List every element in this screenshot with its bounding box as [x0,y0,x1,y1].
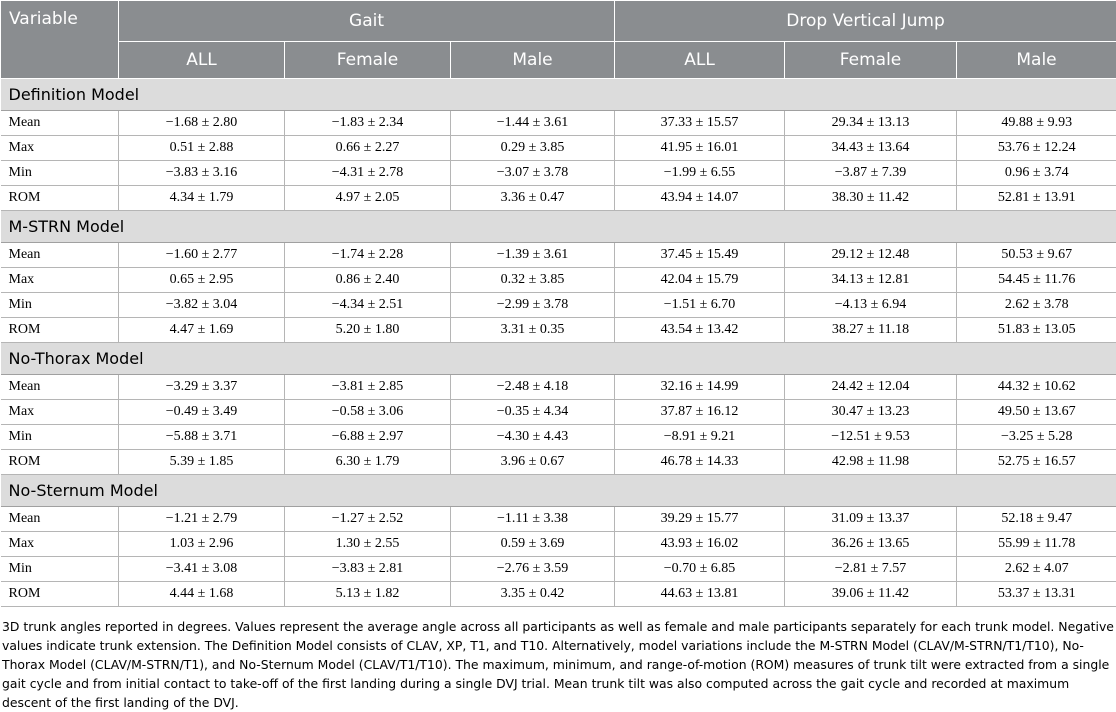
table-cell: 4.44 ± 1.68 [119,582,285,607]
table-cell: 1.30 ± 2.55 [285,532,451,557]
table-cell: 53.76 ± 12.24 [957,136,1116,161]
table-cell: −3.81 ± 2.85 [285,375,451,400]
header-row-subgroups [1,42,1116,79]
table-cell: 49.50 ± 13.67 [957,400,1116,425]
table-cell: −2.48 ± 4.18 [451,375,615,400]
section-row [1,79,1116,111]
row-label: Mean [1,507,119,532]
row-label: Max [1,532,119,557]
header-row-groups [1,1,1116,42]
row-label: Min [1,161,119,186]
table-cell: 3.35 ± 0.42 [451,582,615,607]
table-cell: 29.12 ± 12.48 [785,243,957,268]
table-cell: 1.03 ± 2.96 [119,532,285,557]
table-cell: 41.95 ± 16.01 [615,136,785,161]
table-cell: −5.88 ± 3.71 [119,425,285,450]
table-cell: 44.63 ± 13.81 [615,582,785,607]
table-cell: 43.94 ± 14.07 [615,186,785,211]
table-row [1,400,1116,425]
table-cell: 0.29 ± 3.85 [451,136,615,161]
row-label: Min [1,293,119,318]
table-cell: −1.51 ± 6.70 [615,293,785,318]
table-row [1,425,1116,450]
table-cell: 39.06 ± 11.42 [785,582,957,607]
table-cell: −0.49 ± 3.49 [119,400,285,425]
table-cell: 52.75 ± 16.57 [957,450,1116,475]
table-cell: 4.47 ± 1.69 [119,318,285,343]
row-label: ROM [1,450,119,475]
table-cell: 0.66 ± 2.27 [285,136,451,161]
table-cell: −1.39 ± 3.61 [451,243,615,268]
table-cell: −12.51 ± 9.53 [785,425,957,450]
table-cell: 37.33 ± 15.57 [615,111,785,136]
row-label: Max [1,136,119,161]
table-cell: 32.16 ± 14.99 [615,375,785,400]
table-cell: −3.83 ± 2.81 [285,557,451,582]
dvj-header: Drop Vertical Jump [615,1,1116,42]
dvj-all-header: ALL [615,42,785,79]
table-cell: 24.42 ± 12.04 [785,375,957,400]
section-title: M-STRN Model [1,211,1116,243]
table-cell: 0.96 ± 3.74 [957,161,1116,186]
table-cell: 3.96 ± 0.67 [451,450,615,475]
table-cell: 0.59 ± 3.69 [451,532,615,557]
table-cell: 53.37 ± 13.31 [957,582,1116,607]
table-row [1,532,1116,557]
table-cell: −2.81 ± 7.57 [785,557,957,582]
table-cell: 50.53 ± 9.67 [957,243,1116,268]
gait-all-header: ALL [119,42,285,79]
table-cell: −1.21 ± 2.79 [119,507,285,532]
table-row [1,375,1116,400]
row-label: Min [1,425,119,450]
table-cell: 34.43 ± 13.64 [785,136,957,161]
table-row [1,582,1116,607]
table-cell: 52.18 ± 9.47 [957,507,1116,532]
table-cell: −1.60 ± 2.77 [119,243,285,268]
table-cell: 46.78 ± 14.33 [615,450,785,475]
table-cell: 36.26 ± 13.65 [785,532,957,557]
section-title: Definition Model [1,79,1116,111]
table-cell: −4.34 ± 2.51 [285,293,451,318]
table-cell: −0.58 ± 3.06 [285,400,451,425]
table-cell: −1.27 ± 2.52 [285,507,451,532]
gait-header: Gait [119,1,615,42]
table-footnote: 3D trunk angles reported in degrees. Values represent the average angle across all participants as well as female and male participants separately for each trunk model. Negative values indicate trunk extension. The Definition Model consists of CLAV, XP, T1, and T10. Alternatively, model variations include the M-STRN Model (CLAV/M-STRN/T1/T10), No-Thorax Model (CLAV/M-STRN/T1), and No-Sternum Model (CLAV/T1/T10). The maximum, minimum, and range-of-motion (ROM) measures of trunk tilt were extracted from a single gait cycle and from initial contact to take-off of the first landing during a single DVJ trial. Mean trunk tilt was also computed across the gait cycle and recorded at maximum descent of the first landing of the DVJ. [0,607,1116,712]
section-row [1,475,1116,507]
table-cell: −4.31 ± 2.78 [285,161,451,186]
table-cell: 6.30 ± 1.79 [285,450,451,475]
table-row [1,111,1116,136]
section-title: No-Sternum Model [1,475,1116,507]
table-row [1,186,1116,211]
table-cell: 42.98 ± 11.98 [785,450,957,475]
table-cell: −3.41 ± 3.08 [119,557,285,582]
row-label: ROM [1,582,119,607]
table-cell: 0.65 ± 2.95 [119,268,285,293]
table-row [1,161,1116,186]
section-title: No-Thorax Model [1,343,1116,375]
table-cell: 29.34 ± 13.13 [785,111,957,136]
table-cell: 38.27 ± 11.18 [785,318,957,343]
table-row [1,450,1116,475]
dvj-male-header: Male [957,42,1116,79]
row-label: Mean [1,243,119,268]
table-cell: 30.47 ± 13.23 [785,400,957,425]
row-label: ROM [1,186,119,211]
table-cell: −3.83 ± 3.16 [119,161,285,186]
variable-header: Variable [1,1,119,79]
table-cell: 5.13 ± 1.82 [285,582,451,607]
table-cell: −1.68 ± 2.80 [119,111,285,136]
table-cell: 52.81 ± 13.91 [957,186,1116,211]
gait-female-header: Female [285,42,451,79]
dvj-female-header: Female [785,42,957,79]
table-cell: 3.36 ± 0.47 [451,186,615,211]
row-label: Min [1,557,119,582]
table-cell: 5.39 ± 1.85 [119,450,285,475]
table-cell: −3.82 ± 3.04 [119,293,285,318]
table-cell: 5.20 ± 1.80 [285,318,451,343]
table-cell: 2.62 ± 4.07 [957,557,1116,582]
row-label: Mean [1,375,119,400]
table-cell: 2.62 ± 3.78 [957,293,1116,318]
table-cell: −2.76 ± 3.59 [451,557,615,582]
table-row [1,293,1116,318]
table-cell: −1.44 ± 3.61 [451,111,615,136]
row-label: ROM [1,318,119,343]
table-cell: 3.31 ± 0.35 [451,318,615,343]
table-row [1,507,1116,532]
table-cell: 37.87 ± 16.12 [615,400,785,425]
table-cell: 44.32 ± 10.62 [957,375,1116,400]
table-cell: 0.32 ± 3.85 [451,268,615,293]
section-row [1,343,1116,375]
row-label: Max [1,268,119,293]
table-cell: 51.83 ± 13.05 [957,318,1116,343]
table-cell: 43.93 ± 16.02 [615,532,785,557]
table-cell: −3.87 ± 7.39 [785,161,957,186]
table-body [1,79,1116,607]
row-label: Max [1,400,119,425]
table-cell: 4.97 ± 2.05 [285,186,451,211]
table-cell: −0.70 ± 6.85 [615,557,785,582]
gait-male-header: Male [451,42,615,79]
table-row [1,268,1116,293]
table-cell: 0.86 ± 2.40 [285,268,451,293]
table-cell: −1.99 ± 6.55 [615,161,785,186]
table-cell: −0.35 ± 4.34 [451,400,615,425]
table-cell: −1.83 ± 2.34 [285,111,451,136]
table-cell: −4.30 ± 4.43 [451,425,615,450]
table-cell: 38.30 ± 11.42 [785,186,957,211]
table-cell: 37.45 ± 15.49 [615,243,785,268]
table-cell: 43.54 ± 13.42 [615,318,785,343]
table-cell: 39.29 ± 15.77 [615,507,785,532]
table-cell: 42.04 ± 15.79 [615,268,785,293]
table-cell: 34.13 ± 12.81 [785,268,957,293]
table-cell: −8.91 ± 9.21 [615,425,785,450]
table-cell: −1.11 ± 3.38 [451,507,615,532]
table-cell: 54.45 ± 11.76 [957,268,1116,293]
table-cell: 0.51 ± 2.88 [119,136,285,161]
table-cell: −3.07 ± 3.78 [451,161,615,186]
table-cell: −4.13 ± 6.94 [785,293,957,318]
table-cell: −3.25 ± 5.28 [957,425,1116,450]
table-cell: −6.88 ± 2.97 [285,425,451,450]
table-cell: 55.99 ± 11.78 [957,532,1116,557]
section-row [1,211,1116,243]
table-cell: 49.88 ± 9.93 [957,111,1116,136]
table-row [1,136,1116,161]
table-cell: −3.29 ± 3.37 [119,375,285,400]
table-cell: 4.34 ± 1.79 [119,186,285,211]
table-row [1,243,1116,268]
table-cell: −1.74 ± 2.28 [285,243,451,268]
table-row [1,318,1116,343]
table-cell: −2.99 ± 3.78 [451,293,615,318]
table-cell: 31.09 ± 13.37 [785,507,957,532]
row-label: Mean [1,111,119,136]
table-row [1,557,1116,582]
